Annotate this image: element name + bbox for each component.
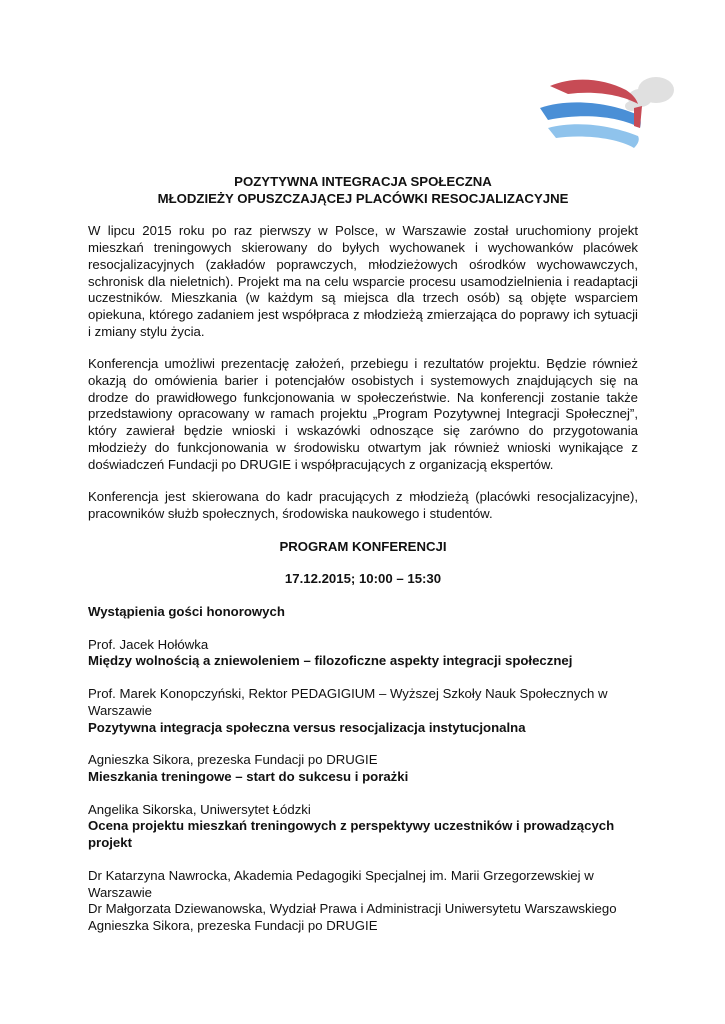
paragraph-intro: W lipcu 2015 roku po raz pierwszy w Polsce, w Warszawie został uruchomiony projekt mieszkań treningowych skierowany do byłych wychowanek i wychowanków placówek resocjalizacyjnych (zakładów poprawczych, młodzieżowych ośrodków wychowawczych, schronisk dla nieletnich). Projekt ma na celu wsparcie procesu usamodzielnienia i readaptacji uczestników. Mieszkania (w każdym są miejsca dla trzech osób) są objęte wsparciem opiekuna, którego zadaniem jest współpraca z młodzieżą zmierzająca do poprawy ich sytuacji i zmiany stylu życia. (88, 223, 638, 339)
title-line-2: MŁODZIEŻY OPUSZCZAJĄCEJ PLACÓWKI RESOCJALIZACYJNE (157, 190, 569, 206)
talk-title: Pozytywna integracja społeczna versus resocjalizacja instytucjonalna (88, 719, 526, 735)
program-heading: PROGRAM KONFERENCJI (279, 538, 447, 554)
talk-title: Ocena projektu mieszkań treningowych z perspektywy uczestników i prowadzących projekt (88, 818, 615, 851)
panelist: Dr Katarzyna Nawrocka, Akademia Pedagogiki Specjalnej im. Marii Grzegorzewskiej w Warszawie (88, 867, 594, 900)
talk-speaker: Prof. Marek Konopczyński, Rektor PEDAGIGIUM – Wyższej Szkoły Nauk Społecznych w Warszawie (88, 686, 608, 718)
panelist: Agnieszka Sikora, prezeska Fundacji po DRUGIE (88, 917, 378, 933)
talk-title: Między wolnością a zniewoleniem – filozoficzne aspekty integracji społecznej (88, 653, 573, 669)
panelist: Dr Małgorzata Dziewanowska, Wydział Prawa i Administracji Uniwersytetu Warszawskiego (88, 901, 617, 917)
title-line-1: POZYTYWNA INTEGRACJA SPOŁECZNA (234, 174, 492, 189)
talk-item (88, 802, 638, 852)
paragraph-conference: Konferencja umożliwi prezentację założeń, przebiegu i rezultatów projektu. Będzie również okazją do omówienia barier i potencjałów osobistych i systemowych znajdujących się na drodze do prawidłowego funkcjonowania w społeczeństwie. Na konferencji zostanie także przedstawiony opracowany w ramach projektu „Program Pozytywnej Integracji Społecznej”, który zawierał będzie wnioski i wskazówki odnoszące się zarówno do przygotowania młodzieży do funkcjonowania w środowisku otwartym jak również wnioski wynikające z doświadczeń Fundacji po DRUGIE i współpracujących z organizacją ekspertów. (88, 356, 638, 472)
talk-speaker: Agnieszka Sikora, prezeska Fundacji po DRUGIE (88, 752, 378, 768)
section-heading: Wystąpienia gości honorowych (88, 604, 285, 620)
light-blue-wave-icon (548, 124, 639, 148)
cloud-icon (625, 77, 674, 111)
talk-title: Mieszkania treningowe – start do sukcesu i porażki (88, 768, 409, 784)
talk-item (88, 637, 638, 670)
panel-list (88, 868, 638, 935)
paragraph-audience: Konferencja jest skierowana do kadr pracujących z młodzieżą (placówki resocjalizacyjne), pracowników służb społecznych, środowiska naukowego i studentów. (88, 489, 638, 521)
red-wave-icon (550, 80, 638, 104)
document-body (88, 174, 638, 935)
talk-item (88, 686, 638, 736)
talk-speaker: Angelika Sikorska, Uniwersytet Łódzki (88, 801, 311, 817)
talk-item (88, 752, 638, 785)
program-datetime: 17.12.2015; 10:00 – 15:30 (284, 571, 442, 587)
red-accent-icon (634, 106, 642, 128)
foundation-logo (528, 68, 688, 158)
talk-speaker: Prof. Jacek Hołówka (88, 636, 209, 652)
